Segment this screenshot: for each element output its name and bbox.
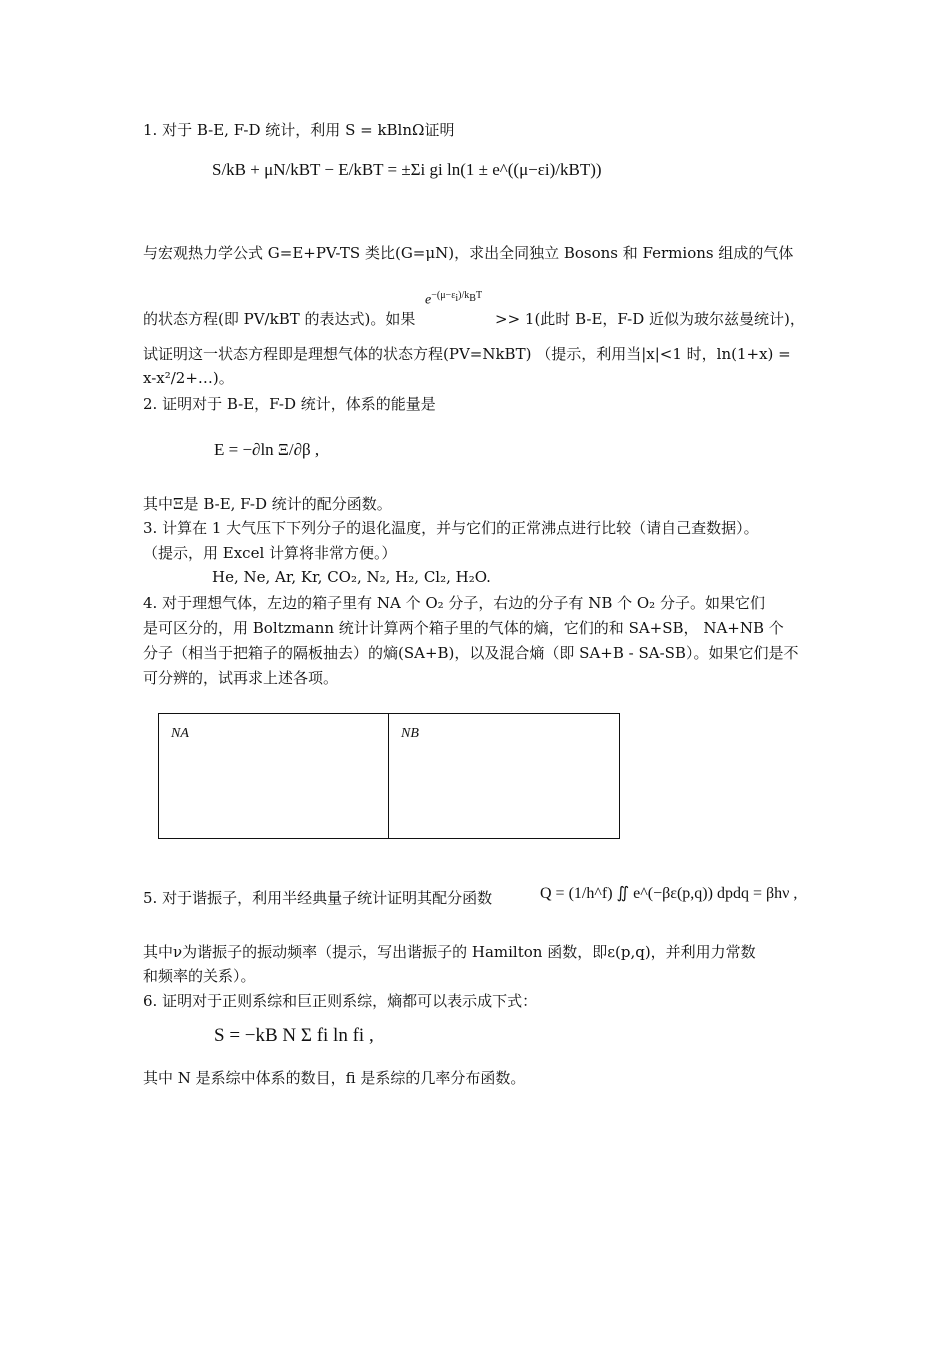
problem-1-statement: 1. 对于 B-E, F-D 统计，利用 S = kBlnΩ证明 (143, 121, 455, 139)
equation-6: S = −kB N Σ fi ln fi , (214, 1025, 374, 1046)
problem-3-molecules: He, Ne, Ar, Kr, CO₂, N₂, H₂, Cl₂, H₂O. (212, 568, 491, 586)
problem-5-text-3: 和频率的关系）。 (143, 967, 256, 985)
problem-1-text-5: x-x²/2+…)。 (143, 369, 234, 387)
problem-1-text-3b: >> 1(此时 B-E，F-D 近似为玻尔兹曼统计)， (495, 310, 805, 328)
problem-4-statement: 4. 对于理想气体，左边的箱子里有 NA 个 O₂ 分子，右边的分子有 NB 个 O₂ 分子。如果它们 (143, 594, 765, 612)
equation-1-text: S/kB + μN/kBT − E/kBT = ±Σi gi ln(1 ± e^((μ−εi)/kBT)) (212, 160, 602, 179)
problem-1-text-4: 试证明这一状态方程即是理想气体的状态方程(PV=NkBT) （提示，利用当|x|<1 时，ln(1+x) = (143, 345, 791, 363)
problem-3-statement: 3. 计算在 1 大气压下下列分子的退化温度，并与它们的正常沸点进行比较（请自己查数据）。 (143, 519, 759, 537)
problem-2-text-2: 其中Ξ是 B-E, F-D 统计的配分函数。 (143, 495, 392, 513)
problem-4-text-3: 分子（相当于把箱子的隔板抽去）的熵(SA+B)，以及混合熵（即 SA+B - SA-SB）。如果它们是不 (143, 644, 799, 662)
problem-1-text-3a: 的状态方程(即 PV/kBT 的表达式)。如果 (143, 310, 416, 328)
problem-2-statement: 2. 证明对于 B-E，F-D 统计，体系的能量是 (143, 395, 436, 413)
problem-5-text-2: 其中ν为谐振子的振动频率（提示，写出谐振子的 Hamilton 函数，即ε(p,q)，并利用力常数 (143, 943, 756, 961)
box-partition (388, 714, 389, 838)
problem-6-statement: 6. 证明对于正则系综和巨正则系综，熵都可以表示成下式： (143, 992, 538, 1010)
equation-5: Q = (1/h^f) ∬ e^(−βε(p,q)) dpdq = βhν , (540, 885, 798, 902)
box-right-label: NB (401, 726, 419, 741)
problem-3-hint: （提示，用 Excel 计算将非常方便。） (143, 544, 397, 562)
equation-1 (212, 160, 602, 180)
box-left-label: NA (171, 726, 189, 741)
problem-1-text-2: 与宏观热力学公式 G=E+PV-TS 类比(G=μN)，求出全同独立 Bosons 和 Fermions 组成的气体 (143, 244, 794, 262)
problem-4-text-4: 可分辨的，试再求上述各项。 (143, 669, 339, 687)
two-box-diagram (158, 713, 620, 839)
equation-2: E = −∂ln Ξ/∂β , (214, 440, 320, 459)
problem-4-text-2: 是可区分的，用 Boltzmann 统计计算两个箱子里的气体的熵，它们的和 SA+SB， NA+NB 个 (143, 619, 784, 637)
problem-5-statement: 5. 对于谐振子，利用半经典量子统计证明其配分函数 (143, 889, 493, 907)
problem-6-text-2: 其中 N 是系综中体系的数目，fi 是系综的几率分布函数。 (143, 1069, 526, 1087)
exp-condition: $e^{-(\mu-\varepsilon_i)/k_BT}$ (425, 290, 483, 308)
